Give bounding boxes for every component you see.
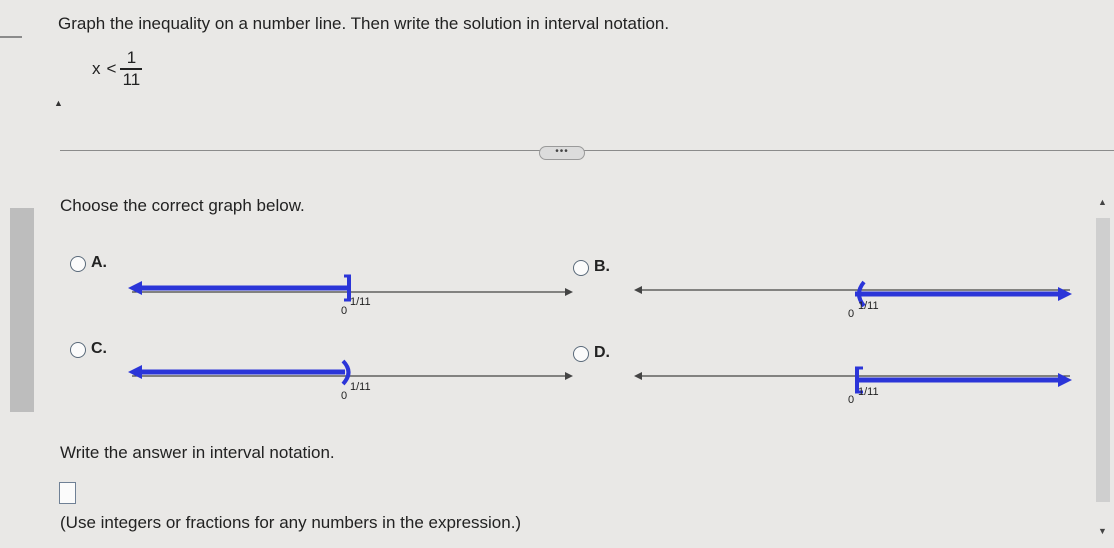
option-b-label[interactable]: B. bbox=[594, 258, 610, 275]
option-c-tick-value: 1/11 bbox=[350, 381, 371, 393]
option-b-radio[interactable] bbox=[573, 260, 589, 276]
inequality-fraction bbox=[120, 48, 142, 90]
left-edge-tick bbox=[0, 36, 22, 38]
more-options-button[interactable]: ••• bbox=[539, 146, 585, 160]
section-divider bbox=[60, 150, 1114, 151]
answer-prompt: Write the answer in interval notation. bbox=[60, 443, 335, 462]
question-prompt: Graph the inequality on a number line. Then write the solution in interval notation. bbox=[58, 14, 670, 33]
scrollbar-thumb[interactable] bbox=[1096, 218, 1110, 502]
fraction-numerator: 1 bbox=[126, 48, 137, 67]
option-b-tick-zero: 0 bbox=[848, 308, 855, 320]
option-a-label[interactable]: A. bbox=[91, 254, 107, 271]
scroll-up-icon[interactable]: ▲ bbox=[1098, 197, 1107, 207]
inequality-expression bbox=[92, 48, 142, 90]
option-d-radio[interactable] bbox=[573, 346, 589, 362]
option-d-label[interactable]: D. bbox=[594, 344, 610, 361]
choose-prompt: Choose the correct graph below. bbox=[60, 196, 305, 215]
option-c-label[interactable]: C. bbox=[91, 340, 107, 357]
option-c-radio[interactable] bbox=[70, 342, 86, 358]
option-d-tick-value: 1/11 bbox=[858, 386, 879, 398]
collapse-caret-icon[interactable]: ▲ bbox=[54, 98, 63, 108]
option-a-tick-zero: 0 bbox=[341, 305, 348, 317]
scroll-down-icon[interactable]: ▼ bbox=[1098, 526, 1107, 536]
inequality-variable: x bbox=[92, 58, 101, 78]
option-d-tick-zero: 0 bbox=[848, 394, 855, 406]
option-a-radio[interactable] bbox=[70, 256, 86, 272]
inequality-symbol: < bbox=[106, 58, 117, 78]
option-c-tick-zero: 0 bbox=[341, 390, 348, 402]
answer-hint: (Use integers or fractions for any numbers in the expression.) bbox=[60, 513, 522, 532]
option-d-number-line bbox=[630, 360, 1075, 416]
interval-answer-input[interactable] bbox=[59, 482, 76, 504]
fraction-denominator: 11 bbox=[122, 69, 141, 89]
left-side-handle[interactable] bbox=[10, 208, 34, 412]
option-b-tick-value: 1/11 bbox=[858, 300, 879, 312]
option-a-tick-value: 1/11 bbox=[350, 296, 371, 308]
